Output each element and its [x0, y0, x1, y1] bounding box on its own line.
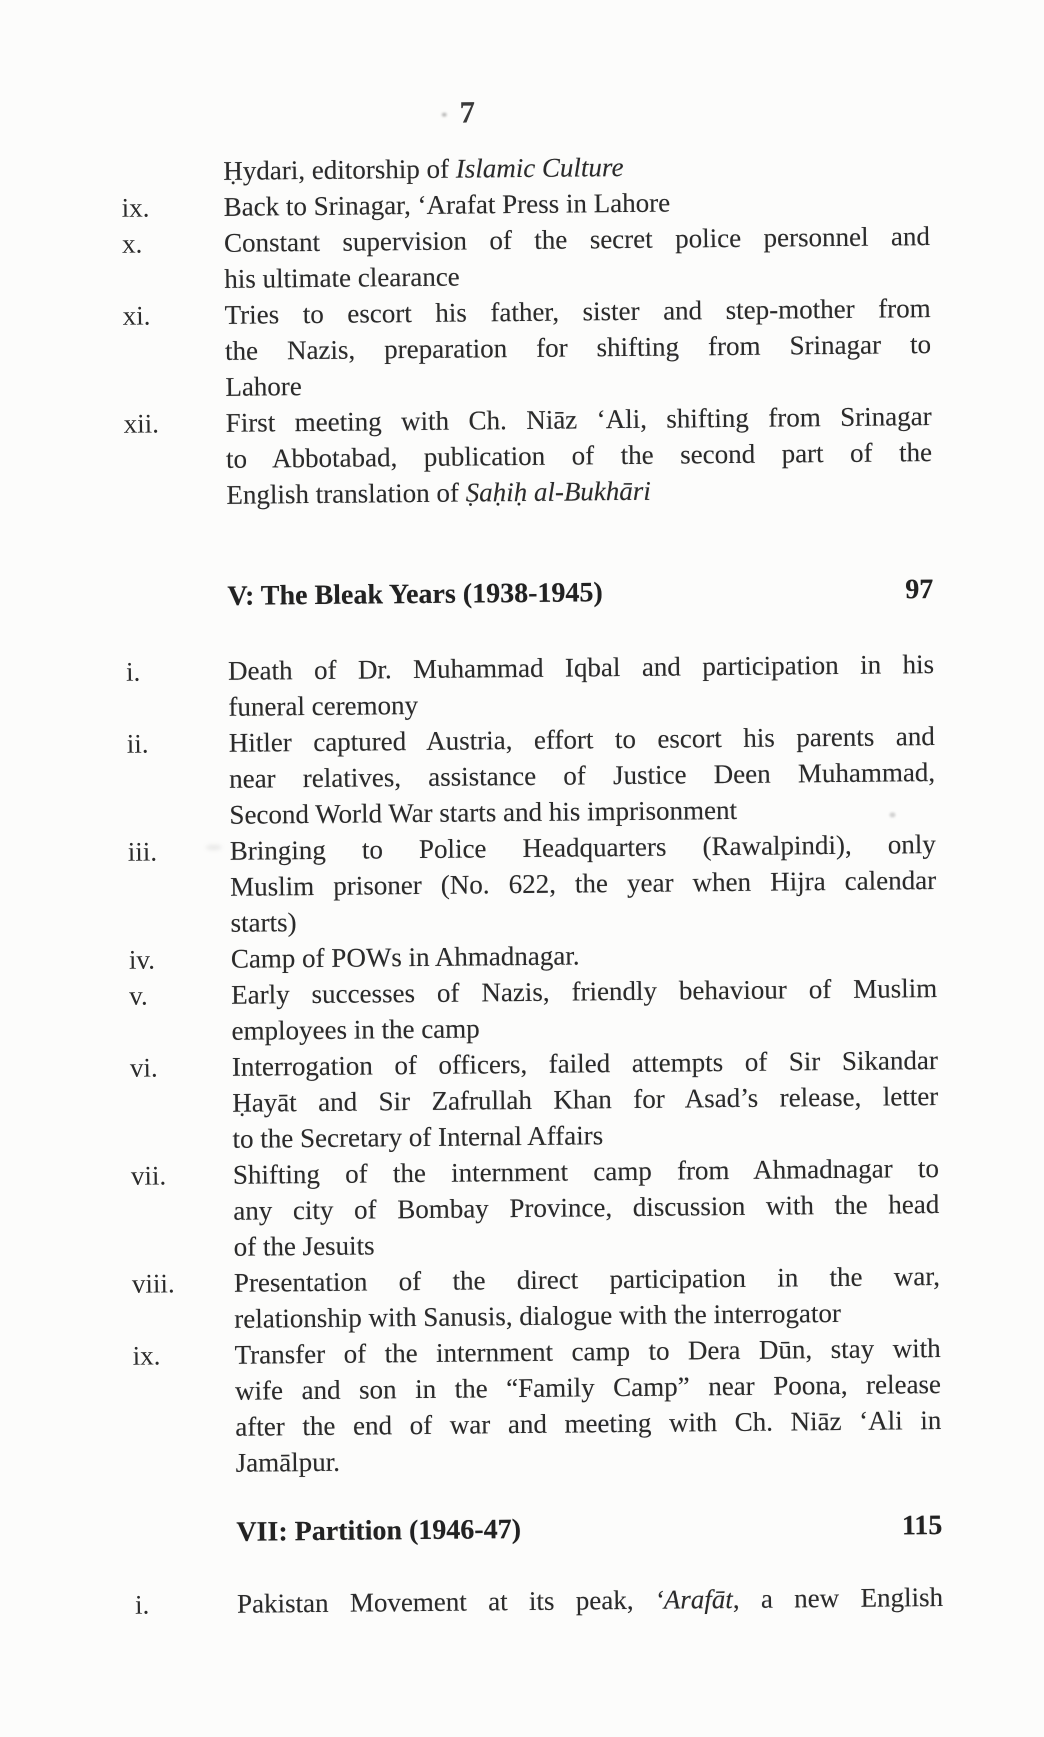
item-number: viii.	[131, 1268, 175, 1299]
toc-line	[230, 862, 936, 905]
text-part: wife and son in the “Family Camp” near Poona, release	[234, 1369, 942, 1406]
item-number: x.	[121, 228, 143, 259]
heading-page-number: 115	[901, 1509, 943, 1542]
text-part: his ultimate clearance	[224, 261, 460, 294]
item-number: iii.	[127, 836, 158, 867]
text-part: near relatives, assistance of Justice Deen Muhammad,	[228, 757, 936, 794]
text-part: Lahore	[225, 371, 302, 402]
toc-item	[127, 826, 937, 941]
toc-item	[121, 218, 931, 297]
toc-line	[236, 1438, 942, 1481]
toc-line	[235, 1402, 941, 1445]
text-part: , a new English	[732, 1581, 944, 1615]
text-part: Bringing to Police Headquarters (Rawalpindi), only	[229, 829, 936, 866]
text-part: Hitler captured Austria, effort to escort his parents and	[228, 721, 935, 758]
text-part: Ḥydari, editorship of	[223, 153, 456, 186]
text-part: any city of Bombay Province, discussion with the head	[233, 1189, 940, 1226]
text-part: Pakistan Movement at its peak,	[236, 1584, 655, 1619]
toc-item	[129, 1042, 939, 1157]
heading-title: V: The Bleak Years (1938-1945)	[227, 577, 603, 612]
toc-item	[134, 1579, 944, 1622]
text-part: of the Jesuits	[233, 1230, 375, 1262]
text-part-italic: Islamic Culture	[455, 151, 624, 184]
text-part: the Nazis, preparation for shifting from Srinagar to	[224, 329, 932, 366]
text-part: employees in the camp	[231, 1013, 480, 1046]
toc-line	[237, 1579, 943, 1622]
toc-item	[122, 290, 932, 405]
item-number: ii.	[126, 728, 149, 759]
toc-line	[226, 434, 932, 477]
text-part: Camp of POWs in Ahmadnagar.	[230, 940, 580, 974]
text-part: Muslim prisoner (No. 622, the year when Hijra calendar	[230, 865, 937, 902]
toc-line	[224, 218, 930, 261]
page-number: 7	[459, 94, 477, 130]
text-part: to Abbotabad, publication of the second part of the	[225, 437, 933, 474]
text-part: English translation of	[226, 477, 466, 510]
item-number: xii.	[123, 408, 160, 439]
item-number: vi.	[129, 1052, 158, 1083]
toc-line	[225, 326, 931, 369]
section-heading	[227, 572, 933, 615]
text-part-italic: ‘Arafāt	[654, 1584, 733, 1615]
item-number: ix.	[132, 1340, 161, 1371]
table-of-contents	[121, 146, 944, 1622]
text-part: Death of Dr. Muhammad Iqbal and participation in his	[227, 649, 935, 686]
toc-line	[232, 1078, 938, 1121]
toc-item	[123, 398, 933, 513]
toc-line	[228, 646, 934, 689]
item-number: v.	[129, 980, 148, 1011]
text-part: funeral ceremony	[228, 689, 419, 722]
toc-item	[125, 646, 935, 725]
toc-item	[131, 1258, 941, 1337]
text-part: Interrogation of officers, failed attempts of Sir Sikandar	[231, 1045, 939, 1082]
heading-title: VII: Partition (1946-47)	[236, 1514, 522, 1548]
text-part: to the Secretary of Internal Affairs	[232, 1120, 604, 1154]
item-number: i.	[125, 656, 141, 687]
toc-item	[132, 1330, 942, 1481]
text-part: Back to Srinagar, ‘Arafat Press in Lahore	[223, 187, 671, 222]
section-heading	[236, 1508, 942, 1551]
toc-item	[129, 970, 938, 1049]
text-part: Early successes of Nazis, friendly behaviour of Muslim	[231, 973, 938, 1010]
text-part: Presentation of the direct participation in the war,	[233, 1261, 941, 1298]
heading-page-number: 97	[905, 574, 934, 606]
item-number: iv.	[128, 944, 156, 975]
text-part: Constant supervision of the secret police personnel and	[223, 221, 931, 258]
text-part: Ḥayāt and Sir Zafrullah Khan for Asad’s release, letter	[232, 1081, 939, 1118]
item-number	[121, 153, 211, 154]
toc-line	[226, 470, 932, 513]
text-part: Transfer of the internment camp to Dera Dūn, stay with	[234, 1333, 941, 1370]
toc-item	[130, 1150, 940, 1265]
text-part: Shifting of the internment camp from Ahmadnagar to	[232, 1153, 940, 1190]
text-part: after the end of war and meeting with Ch. Niāz ‘Ali in	[235, 1405, 942, 1442]
text-part: Second World War starts and his imprisonment	[229, 794, 738, 830]
item-number: i.	[134, 1589, 150, 1620]
item-number: xi.	[122, 300, 151, 331]
toc-line	[229, 754, 935, 797]
text-part: starts)	[230, 907, 297, 938]
text-part-italic: Ṣaḥiḥ al-Bukhāri	[465, 475, 651, 508]
toc-line	[233, 1186, 939, 1229]
text-part: Tries to escort his father, sister and step-mother from	[224, 293, 931, 330]
item-number: ix.	[121, 192, 150, 223]
text-part: Jamālpur.	[235, 1446, 341, 1478]
item-number: vii.	[130, 1160, 167, 1191]
toc-line	[231, 970, 937, 1013]
toc-item	[126, 718, 936, 833]
text-part: First meeting with Ch. Niāz ‘Ali, shifting from Srinagar	[225, 401, 932, 438]
text-part: relationship with Sanusis, dialogue with the interrogator	[234, 1297, 842, 1334]
